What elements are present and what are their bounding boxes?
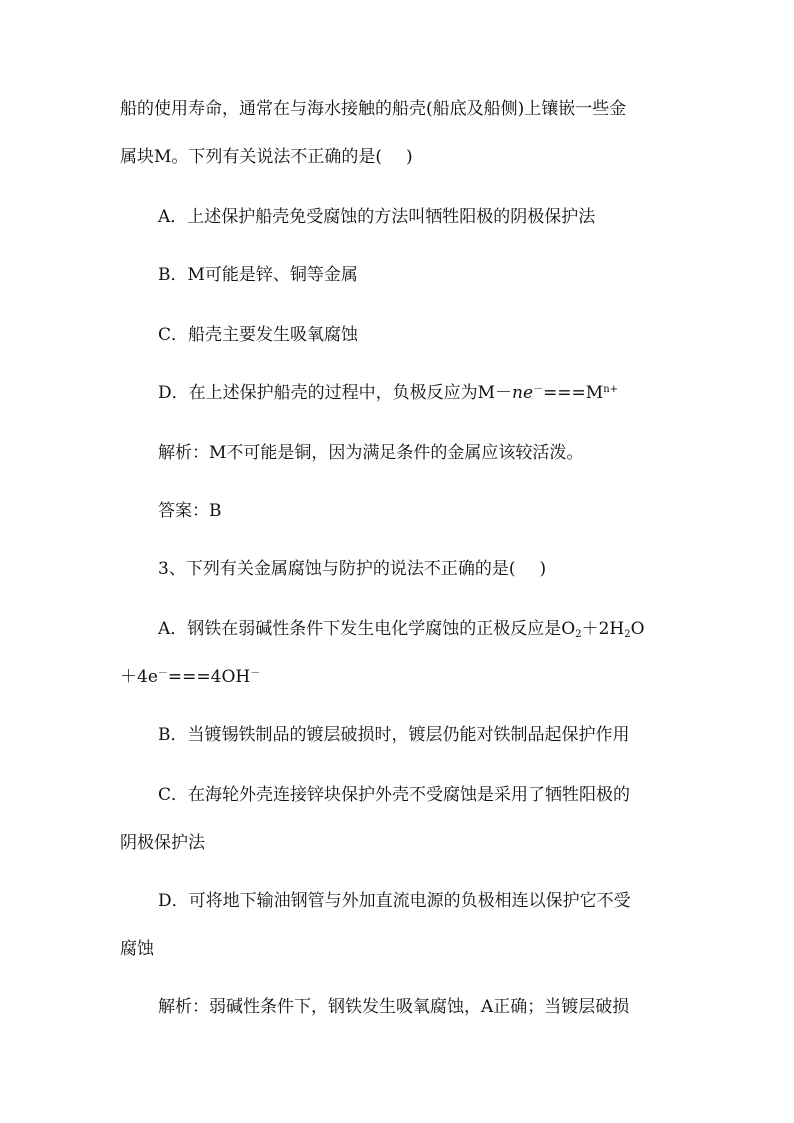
answer (158, 500, 222, 522)
option-text: 腐蚀 (120, 939, 154, 959)
question-3-stem (158, 558, 546, 580)
option-a (158, 206, 595, 228)
formula-sub: 2 (575, 629, 582, 640)
text: 3、下列有关金属腐蚀与防护的说法不正确的是( (158, 559, 516, 579)
formula-text: O (630, 619, 645, 639)
option-text: B．当镀锡铁制品的镀层破损时，镀层仍能对铁制品起保护作用 (158, 725, 630, 745)
paragraph-line (120, 98, 626, 120)
option-text: A．钢铁在弱碱性条件下发生电化学腐蚀的正极反应是O (158, 619, 576, 639)
option-b (158, 264, 358, 286)
option-d-continued (120, 938, 154, 960)
answer-text: 答案：B (158, 501, 222, 521)
formula-n: n (512, 383, 523, 403)
option-a-continued (120, 666, 260, 688)
formula-sup: － (250, 668, 261, 679)
formula-sub: 2 (624, 629, 631, 640)
option-c (158, 784, 630, 806)
analysis-text: 解析：弱碱性条件下，钢铁发生吸氧腐蚀，A正确；当镀层破损 (158, 997, 630, 1017)
formula-text: ===4OH (167, 667, 251, 687)
option-text: D．在上述保护船壳的过程中，负极反应为M－ (158, 383, 513, 403)
text: 属块M。下列有关说法不正确的是( (120, 147, 383, 167)
analysis (158, 442, 583, 464)
option-text: 阴极保护法 (120, 833, 205, 853)
option-text: C．船壳主要发生吸氧腐蚀 (158, 325, 359, 345)
option-b (158, 724, 630, 746)
text: ) (406, 147, 413, 167)
formula-sup: － (157, 668, 168, 679)
formula-text: ＋2H (581, 619, 625, 639)
formula-e: e (523, 383, 534, 403)
option-d (158, 890, 631, 912)
analysis (158, 996, 629, 1018)
formula-sup: n+ (603, 384, 619, 395)
option-c-continued (120, 832, 205, 854)
formula-text: ＋4e (120, 667, 158, 687)
option-text: B．M可能是锌、铜等金属 (158, 265, 358, 285)
option-text: A．上述保护船壳免受腐蚀的方法叫牺牲阳极的阴极保护法 (158, 207, 596, 227)
option-d (158, 382, 618, 404)
option-text: D．可将地下输油钢管与外加直流电源的负极相连以保护它不受 (158, 891, 631, 911)
option-a (158, 618, 645, 640)
analysis-text: 解析：M不可能是铜，因为满足条件的金属应该较活泼。 (158, 443, 584, 463)
question-stem-line (120, 146, 413, 168)
formula-eq: ===M (543, 383, 604, 403)
text: ) (539, 559, 547, 579)
text: 船的使用寿命，通常在与海水接触的船壳(船底及船侧)上镶嵌一些金 (120, 99, 627, 119)
option-c (158, 324, 358, 346)
formula-sup: － (533, 384, 544, 395)
option-text: C．在海轮外壳连接锌块保护外壳不受腐蚀是采用了牺牲阳极的 (158, 785, 631, 805)
